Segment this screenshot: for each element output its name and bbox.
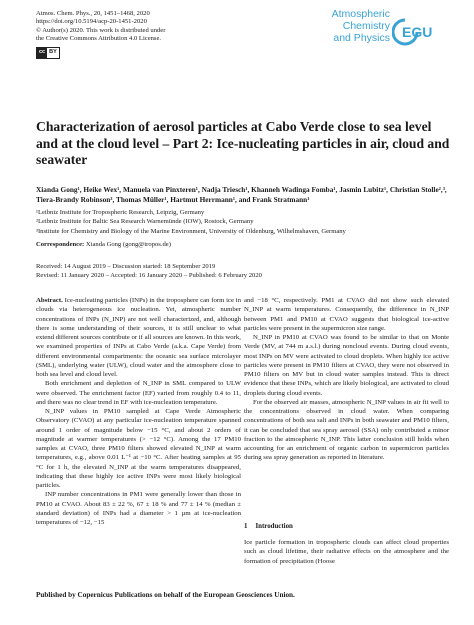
received-dates: Received: 14 August 2019 – Discussion started: 18 September 2019 — [36, 263, 216, 270]
journal-name-line-1: Atmospheric — [331, 8, 390, 20]
cc-icon: cc — [37, 48, 47, 58]
abstract-paragraph: For the observed air masses, atmospheric N_INP values in air fit well to the concentrations observed in cloud water. When comparing concentrations of both sea salt and INPs in both seawater and PM10 filters, it can be concluded that sea spray aerosol (SSA) only contributed a minor fraction to the atmospheric N_INP. This latter conclusion still holds when accounting for an enrichment of organic carbon in supermicron particles during sea spray generation as reported in literature. — [244, 398, 449, 462]
revised-dates: Revised: 11 January 2020 – Accepted: 16 January 2020 – Published: 6 February 2020 — [36, 272, 262, 280]
egu-logo-icon — [392, 14, 438, 50]
correspondence-label: Correspondence: — [36, 241, 85, 248]
affiliation-2: ²Leibniz Institute for Baltic Sea Research Warnemünde (IOW), Rostock, Germany — [36, 218, 254, 226]
doi-link[interactable]: https://doi.org/10.5194/acp-20-1451-2020 — [36, 18, 147, 26]
abstract-paragraph: N_INP values in PM10 sampled at Cape Verde Atmospheric Observatory (CVAO) at any particular ice-nucleation temperature spanned around 1 order of magnitude below −15 °C, and about 2 orders of magnitude at warmer temperatures (> −12 °C). Among the 17 PM10 samples at CVAO, three PM10 filters showed elevated N_INP at warm temperatures, e.g., above 0.01 L⁻¹ at −10 °C. After heating samples at 95 °C for 1 h, the elevated N_INP at the warm temperatures disappeared, indicating that these highly ice active INPs were most likely biological particles. — [36, 408, 241, 489]
journal-name — [332, 8, 390, 44]
affiliations — [36, 208, 456, 236]
cc-license-badge[interactable] — [36, 47, 60, 59]
copyright-line-1: © Author(s) 2020. This work is distributed under — [36, 26, 166, 34]
article-header — [36, 10, 165, 59]
abstract-paragraph: and −18 °C, respectively. PM1 at CVAO did not show such elevated N_INP at warm temperatures. Consequently, the difference in N_INP between PM1 and PM10 at CVAO suggests that biological ice-active particles were present in the supermicron size range. — [244, 297, 449, 332]
abstract-paragraph: Both enrichment and depletion of N_INP in SML compared to ULW were observed. The enrichment factor (EF) varied from roughly 0.4 to 11, and there was no clear trend in EF with ice-nucleation temperature. — [36, 380, 241, 406]
affiliation-1: ¹Leibniz Institute for Tropospheric Research, Leipzig, Germany — [36, 209, 205, 216]
publication-history — [36, 262, 262, 281]
abstract-label: Abstract. — [36, 297, 63, 304]
publisher-footer: Published by Copernicus Publications on behalf of the European Geosciences Union. — [36, 591, 295, 599]
author-list: Xianda Gong¹, Heike Wex¹, Manuela van Pinxteren¹, Nadja Triesch¹, Khanneh Wadinga Fomba¹, Jasmin Lubitz¹, Christian Stolle²,³, Tiera-Brandy Robinson³, Thomas Müller¹, Hartmut Herrmann¹, and Frank Stratmann¹ — [36, 185, 447, 204]
correspondence-contact[interactable]: Xianda Gong (gong@tropos.de) — [85, 241, 171, 248]
abstract-left-column — [36, 296, 241, 527]
paper-title: Characterization of aerosol particles at Cabo Verde close to sea level and at the cloud level – Part 2: Ice-nucleating particles in air, cloud and seawater — [36, 119, 450, 167]
affiliation-3: ³Institute for Chemistry and Biology of the Marine Environment, University of Oldenburg, Wilhelmshaven, Germany — [36, 227, 346, 235]
citation: Atmos. Chem. Phys., 20, 1451–1468, 2020 — [36, 10, 150, 17]
journal-name-line-3: and Physics — [333, 32, 390, 44]
correspondence — [36, 241, 171, 248]
section-number: 1 — [244, 523, 248, 530]
copyright-line-2: the Creative Commons Attribution 4.0 License. — [36, 35, 162, 43]
section-heading — [244, 523, 293, 530]
journal-name-line-2: Chemistry — [342, 20, 390, 32]
abstract-paragraph — [36, 296, 241, 379]
introduction-text: Ice particle formation in tropospheric clouds can affect cloud properties such as cloud lifetime, their radiative effects on the atmosphere and the formation of precipitation (Hoose — [244, 539, 449, 565]
abstract-text: Ice-nucleating particles (INPs) in the troposphere can form ice in clouds via heterogeneous ice nucleation. Yet, atmospheric number concentrations of INPs (N_INP) are not well characterized, and, although there is some understanding of their sources, it is still unclear to what extend different sources contribute or if all sources are known. In this work, we examined properties of INPs at Cabo Verde (a.k.a. Cape Verde) from different environmental compartments: the oceanic sea surface microlayer (SML), underlying water (ULW), cloud water and the atmosphere close to both sea level and cloud level. — [36, 297, 241, 378]
egu-logo-text: EGU — [402, 24, 433, 40]
abstract-paragraph: INP number concentrations in PM1 were generally lower than those in PM10 at CVAO. About 83 ± 22 %, 67 ± 18 % and 77 ± 14 % (median ± standard deviation) of INPs had a diameter > 1 µm at ice-nucleation temperatures of −12, −15 — [36, 491, 241, 526]
abstract-right-column — [244, 296, 449, 463]
abstract-paragraph: N_INP in PM10 at CVAO was found to be similar to that on Monte Verde (MV, at 744 m a.s.l.) during noncloud events. During cloud events, most INPs on MV were activated to cloud droplets. When highly ice active particles were present in PM10 filters at CVAO, they were not observed in PM10 filters on MV but in cloud water samples instead. This is direct evidence that these INPs, which are likely biological, are activated to cloud droplets during cloud events. — [244, 334, 449, 397]
by-icon: BY — [47, 48, 59, 58]
section-title: Introduction — [255, 523, 293, 530]
